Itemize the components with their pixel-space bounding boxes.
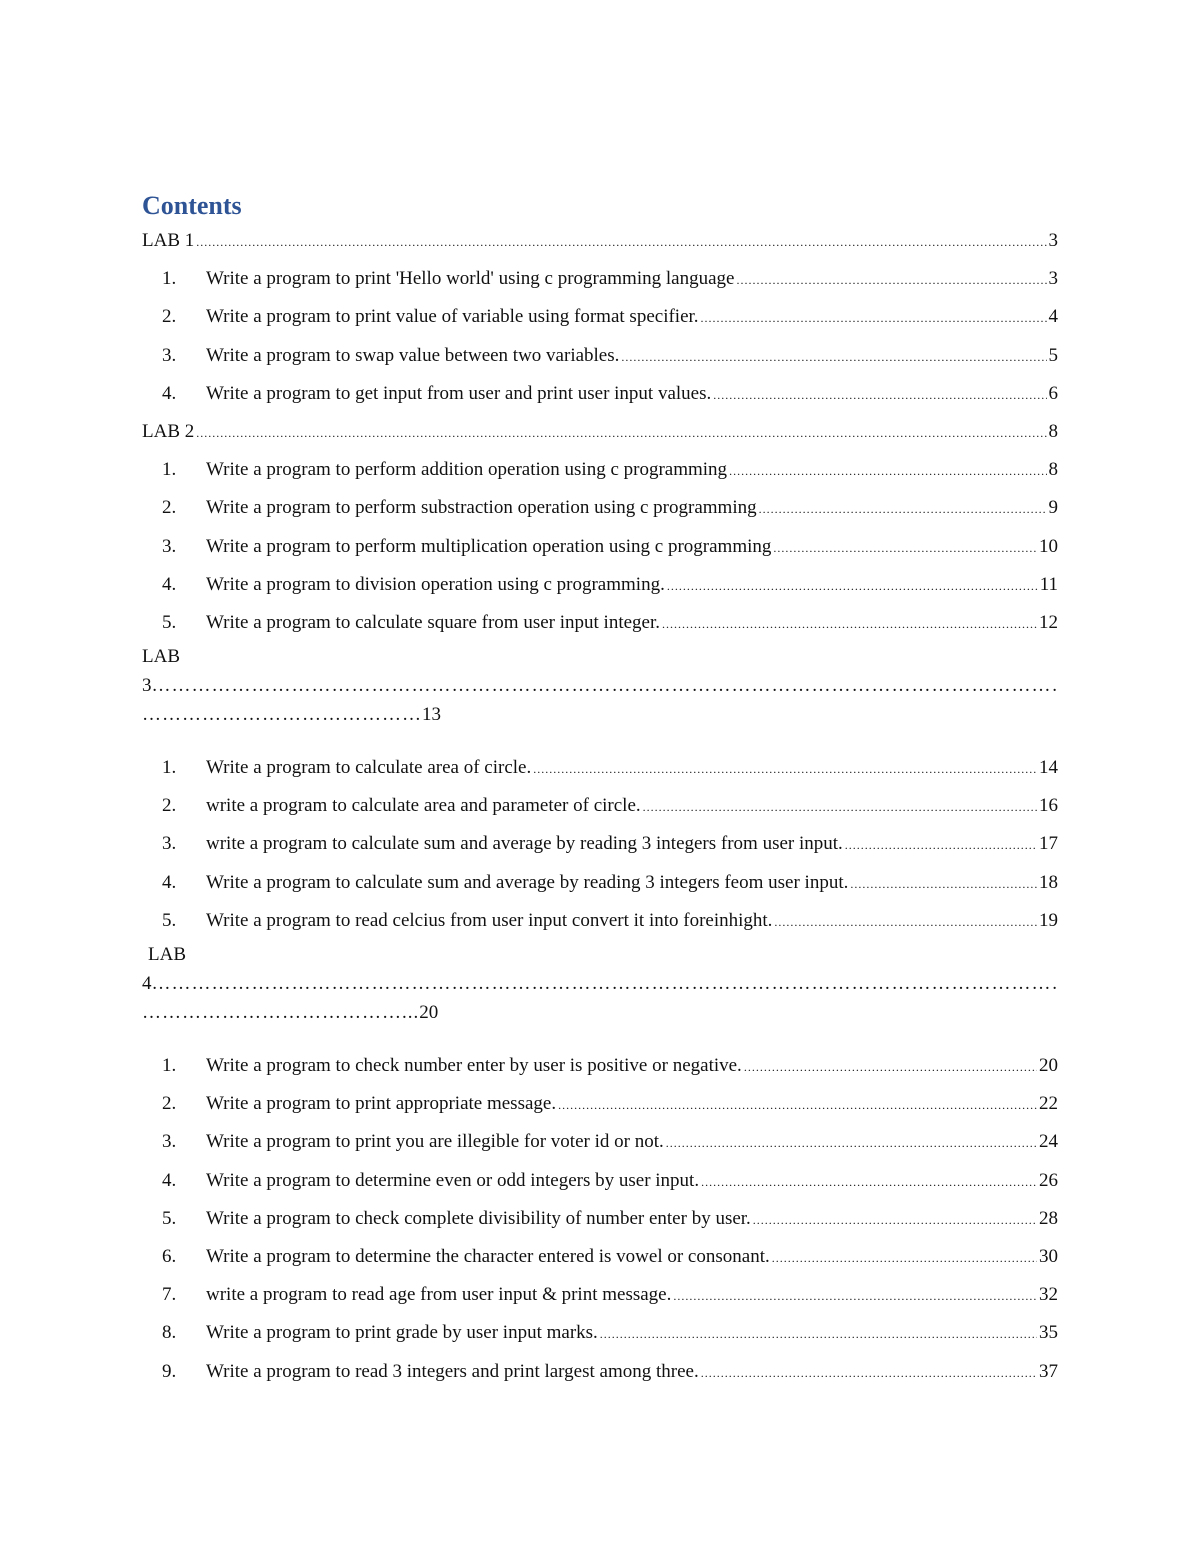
- dot-leader: [196, 223, 1046, 261]
- dot-leader: [701, 299, 1047, 337]
- toc-entry-label: Write a program to calculate sum and average by reading 3 integers feom user input.: [206, 871, 849, 893]
- toc-page-number: 17: [1039, 833, 1058, 855]
- toc-entry-lab3-item-4[interactable]: [142, 864, 1058, 902]
- dot-leader: [142, 671, 1058, 700]
- dot-leader: [600, 1315, 1037, 1353]
- toc-entry-label: write a program to calculate sum and average by reading 3 integers from user input.: [206, 833, 843, 855]
- dot-leader: [845, 826, 1037, 864]
- toc-entry-lab4-item-9[interactable]: [142, 1353, 1058, 1391]
- toc-entry-label: Write a program to determine even or odd integers by user input.: [206, 1169, 700, 1191]
- toc-page-number: 13: [422, 704, 441, 726]
- toc-entry-label: Write a program to perform substraction operation using c programming: [206, 497, 757, 519]
- toc-entry-label: LAB: [142, 646, 180, 668]
- toc-page-number: 30: [1039, 1245, 1058, 1267]
- toc-page-number: 5: [1048, 344, 1058, 366]
- toc-entry-lab1-item-1[interactable]: [142, 260, 1058, 298]
- toc-page-number: 37: [1039, 1360, 1058, 1382]
- dot-leader: [759, 490, 1047, 528]
- toc-entry-label: Write a program to determine the character entered is vowel or consonant.: [206, 1245, 770, 1267]
- toc-entry-label: LAB 2: [142, 420, 195, 442]
- toc-page-number: 14: [1039, 757, 1058, 779]
- toc-entry-label: Write a program to print grade by user input marks.: [206, 1322, 598, 1344]
- item-number: 3.: [162, 535, 177, 557]
- toc-page-number: 4: [1048, 306, 1058, 328]
- toc-entry-lab3-item-3[interactable]: [142, 825, 1058, 863]
- lab-number: 3: [142, 675, 152, 697]
- item-number: 9.: [162, 1360, 177, 1382]
- dot-leader: [713, 376, 1046, 414]
- toc-page-number: 12: [1039, 611, 1058, 633]
- item-number: 6.: [162, 1245, 177, 1267]
- toc-entry-label: Write a program to check number enter by user is positive or negative.: [206, 1055, 742, 1076]
- dot-leader: [533, 750, 1037, 788]
- toc-entry-label: write a program to calculate area and parameter of circle.: [206, 795, 641, 817]
- dot-leader-end: [142, 700, 1058, 729]
- toc-entry-label: Write a program to read 3 integers and print largest among three.: [206, 1360, 699, 1382]
- item-number: 5.: [162, 611, 177, 633]
- dot-leader: [666, 1124, 1037, 1162]
- toc-entry-label: Write a program to swap value between two variables.: [206, 344, 620, 366]
- toc-entry-lab2-item-2[interactable]: [142, 489, 1058, 527]
- toc-page-number: 10: [1039, 535, 1058, 557]
- dot-leader: [673, 1277, 1037, 1315]
- toc-page-number: 3: [1048, 268, 1058, 290]
- toc-entry-lab-2[interactable]: [142, 413, 1058, 451]
- trailing-dots: …………………………………...: [142, 1002, 420, 1023]
- dot-leader: [643, 788, 1037, 826]
- toc-page-number: 20: [419, 1002, 439, 1023]
- toc-entry-lab3-item-2[interactable]: [142, 787, 1058, 825]
- toc-page-number: 9: [1048, 497, 1058, 519]
- item-number: 5.: [162, 909, 177, 931]
- toc-entry-label: Write a program to calculate square from user input integer.: [206, 611, 661, 633]
- toc-entry-lab4-item-3[interactable]: [142, 1123, 1058, 1161]
- toc-entry-lab2-item-4[interactable]: [142, 566, 1058, 604]
- toc-entry-lab2-item-5[interactable]: [142, 604, 1058, 642]
- toc-title: Contents: [142, 191, 242, 220]
- item-number: 8.: [162, 1322, 177, 1344]
- dot-leader: [662, 605, 1037, 643]
- toc-page-number: 8: [1048, 420, 1058, 442]
- item-number: 2.: [162, 795, 177, 817]
- item-number: 3.: [162, 344, 177, 366]
- toc-entry-label: LAB 1: [142, 230, 195, 251]
- toc-entry-lab4-item-2[interactable]: [142, 1085, 1058, 1123]
- toc-entry-lab4-item-7[interactable]: [142, 1276, 1058, 1314]
- toc-entry-label: Write a program to print appropriate message.: [206, 1093, 557, 1115]
- lab-number: 4: [142, 973, 152, 994]
- toc-entry-lab3-item-5[interactable]: [142, 902, 1058, 940]
- dot-leader: [744, 1048, 1037, 1086]
- trailing-dots: ……………………………………: [142, 704, 422, 726]
- toc-entry-lab4-item-1[interactable]: [142, 1047, 1058, 1085]
- item-number: 1.: [162, 459, 177, 481]
- dot-leader: [621, 338, 1046, 376]
- item-number: 7.: [162, 1284, 177, 1306]
- toc-entry-lab1-item-3[interactable]: [142, 337, 1058, 375]
- toc-entry-label: Write a program to print value of variable using format specifier.: [206, 306, 699, 328]
- dot-leader: [729, 452, 1046, 490]
- item-number: 1.: [162, 1055, 177, 1076]
- dot-leader: [773, 529, 1037, 567]
- toc-entry-label: Write a program to perform addition operation using c programming: [206, 459, 728, 481]
- toc-page-number: 18: [1039, 871, 1058, 893]
- dot-leader: [701, 1354, 1037, 1392]
- dot-leader: [667, 567, 1038, 605]
- toc-entry-label: Write a program to division operation using c programming.: [206, 573, 665, 595]
- dot-leader: [142, 969, 1058, 998]
- toc-entry-label: Write a program to print you are illegible for voter id or not.: [206, 1131, 664, 1153]
- item-number: 3.: [162, 833, 177, 855]
- item-number: 1.: [162, 268, 177, 290]
- dot-leader: [736, 261, 1046, 299]
- item-number: 1.: [162, 757, 177, 779]
- toc-entry-lab1-item-4[interactable]: [142, 375, 1058, 413]
- item-number: 3.: [162, 1131, 177, 1153]
- toc-entry-label: Write a program to check complete divisibility of number enter by user.: [206, 1207, 751, 1229]
- toc-entry-label: Write a program to perform multiplication operation using c programming: [206, 535, 772, 557]
- toc-entry-label: Write a program to get input from user and print user input values.: [206, 382, 712, 404]
- toc-page-number: 26: [1039, 1169, 1058, 1191]
- toc-entry-lab-4[interactable]: [142, 940, 1058, 1027]
- toc-entry-label: write a program to read age from user input & print message.: [206, 1284, 672, 1306]
- toc-entry-lab4-item-5[interactable]: [142, 1200, 1058, 1238]
- dot-leader: [850, 865, 1037, 903]
- toc-page-number: 20: [1039, 1055, 1058, 1076]
- dot-leader: [753, 1201, 1037, 1239]
- table-of-contents: [142, 190, 1058, 1391]
- item-number: 2.: [162, 1093, 177, 1115]
- toc-entry-lab-1[interactable]: [142, 222, 1058, 260]
- toc-page-number: 32: [1039, 1284, 1058, 1306]
- item-number: 5.: [162, 1207, 177, 1229]
- toc-entry-label: LAB: [148, 944, 186, 965]
- dot-leader: [196, 414, 1046, 452]
- toc-entry-lab4-item-8[interactable]: [142, 1314, 1058, 1352]
- toc-entry-label: Write a program to print 'Hello world' using c programming language: [206, 268, 735, 290]
- dot-leader: [774, 903, 1037, 941]
- dot-leader-end: [142, 998, 1058, 1027]
- toc-page-number: 24: [1039, 1131, 1058, 1153]
- item-number: 4.: [162, 573, 177, 595]
- toc-entry-label: Write a program to read celcius from user input convert it into foreinhight.: [206, 909, 773, 931]
- toc-page-number: 3: [1048, 230, 1058, 251]
- item-number: 2.: [162, 306, 177, 328]
- toc-page-number: 8: [1048, 459, 1058, 481]
- toc-page-number: 19: [1039, 909, 1058, 931]
- dot-leader: [701, 1163, 1037, 1201]
- toc-entry-lab4-item-6[interactable]: [142, 1238, 1058, 1276]
- toc-page-number: 16: [1039, 795, 1058, 817]
- item-number: 4.: [162, 382, 177, 404]
- dot-leader: [558, 1086, 1037, 1124]
- toc-page-number: 22: [1039, 1093, 1058, 1115]
- toc-entry-lab3-item-1[interactable]: [142, 749, 1058, 787]
- toc-entry-lab-3[interactable]: [142, 642, 1058, 729]
- toc-entry-label: Write a program to calculate area of circle.: [206, 757, 532, 779]
- toc-page-number: 35: [1039, 1322, 1058, 1344]
- toc-entry-lab1-item-2[interactable]: [142, 298, 1058, 336]
- toc-entry-lab2-item-3[interactable]: [142, 528, 1058, 566]
- item-number: 4.: [162, 1169, 177, 1191]
- toc-page-number: 28: [1039, 1207, 1058, 1229]
- toc-entry-lab4-item-4[interactable]: [142, 1162, 1058, 1200]
- toc-entry-lab2-item-1[interactable]: [142, 451, 1058, 489]
- item-number: 2.: [162, 497, 177, 519]
- item-number: 4.: [162, 871, 177, 893]
- toc-page-number: 11: [1039, 573, 1058, 595]
- toc-page-number: 6: [1048, 382, 1058, 404]
- dot-leader: [772, 1239, 1037, 1277]
